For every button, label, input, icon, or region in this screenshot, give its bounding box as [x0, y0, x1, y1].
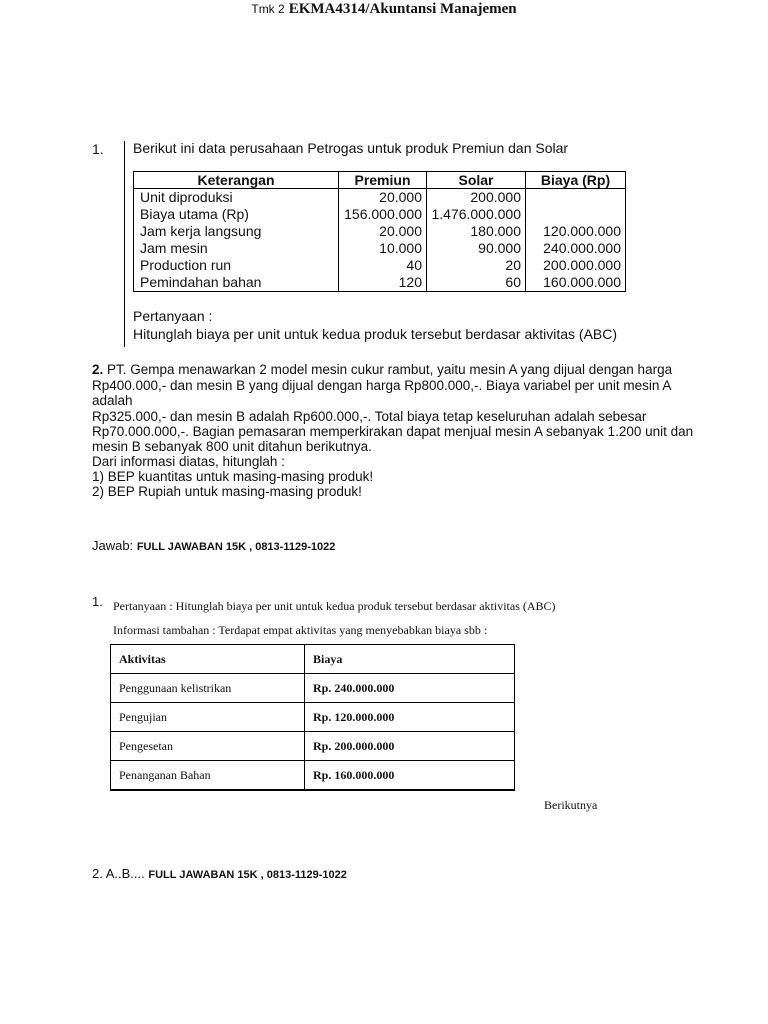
row-premiun: 156.000.000: [339, 206, 427, 223]
answer2-line: [92, 866, 347, 881]
row-premiun: 20.000: [339, 189, 427, 207]
row-biaya: 120.000.000: [526, 223, 626, 240]
table-row: [111, 674, 515, 703]
row-label: Unit diproduksi: [134, 189, 339, 207]
header-biaya: Biaya: [305, 645, 515, 674]
q2-line-1: 2. PT. Gempa menawarkan 2 model mesin cukur rambut, yaitu mesin A yang dijual dengan harga: [92, 362, 673, 377]
q1-number: 1.: [92, 141, 104, 157]
q1-pertanyaan-text: Hitunglah biaya per unit untuk kedua produk tersebut berdasar aktivitas (ABC): [133, 326, 618, 342]
q2-line-5: Rp70.000.000,-. Bagian pemasaran memperkirakan dapat menjual mesin A sebanyak 1.200 unit dan: [92, 424, 694, 439]
table-row: [111, 732, 515, 761]
activity-name: Pengesetan: [111, 732, 305, 761]
activity-name: Penanganan Bahan: [111, 761, 305, 791]
row-biaya: 160.000.000: [526, 274, 626, 292]
q2-line-8: 1) BEP kuantitas untuk masing-masing produk!: [92, 469, 374, 484]
header-solar: Solar: [427, 172, 526, 189]
table-row: [134, 206, 626, 223]
jawab-text: FULL JAWABAN 15K , 0813-1129-1022: [136, 541, 336, 553]
row-solar: 60: [427, 274, 526, 292]
header-premiun: Premiun: [339, 172, 427, 189]
row-biaya: [526, 189, 626, 207]
answer2-prefix: 2. A..B....: [92, 866, 145, 881]
q2-line-6: mesin B sebanyak 800 unit ditahun berikutnya.: [92, 439, 372, 454]
document-title: [0, 0, 768, 18]
activity-cost: Rp. 120.000.000: [305, 703, 515, 732]
row-solar: 90.000: [427, 240, 526, 257]
row-premiun: 120: [339, 274, 427, 292]
q2-line-2: Rp400.000,- dan mesin B yang dijual dengan harga Rp800.000,-. Biaya variabel per unit mesin A: [92, 378, 672, 393]
row-premiun: 20.000: [339, 223, 427, 240]
q2-line-7: Dari informasi diatas, hitunglah :: [92, 454, 285, 469]
q1-data-table: [133, 171, 626, 292]
jawab-line: [92, 538, 335, 553]
table-row: [134, 257, 626, 274]
table-header-row: [111, 645, 515, 674]
title-prefix: Tmk 2: [251, 2, 285, 16]
berikutnya-label: Berikutnya: [544, 798, 598, 812]
row-biaya: 200.000.000: [526, 257, 626, 274]
row-premiun: 40: [339, 257, 427, 274]
q1-intro: Berikut ini data perusahaan Petrogas untuk produk Premiun dan Solar: [133, 140, 569, 156]
row-biaya: [526, 206, 626, 223]
q1-pertanyaan-label: Pertanyaan :: [133, 308, 213, 324]
row-solar: 1.476.000.000: [427, 206, 526, 223]
table-row: [134, 189, 626, 207]
header-aktivitas: Aktivitas: [111, 645, 305, 674]
activity-table: [110, 644, 515, 791]
table-row: [111, 761, 515, 791]
answer1-info: Informasi tambahan : Terdapat empat aktivitas yang menyebabkan biaya sbb :: [113, 623, 488, 637]
row-label: Production run: [134, 257, 339, 274]
row-label: Biaya utama (Rp): [134, 206, 339, 223]
q1-margin-line: [124, 141, 125, 347]
jawab-label: Jawab:: [92, 538, 134, 553]
row-solar: 20: [427, 257, 526, 274]
row-label: Jam mesin: [134, 240, 339, 257]
activity-name: Pengujian: [111, 703, 305, 732]
table-row: [134, 240, 626, 257]
row-solar: 180.000: [427, 223, 526, 240]
header-biaya: Biaya (Rp): [526, 172, 626, 189]
activity-cost: Rp. 200.000.000: [305, 732, 515, 761]
table-row: [134, 274, 626, 292]
table-row: [111, 703, 515, 732]
title-main: EKMA4314/Akuntansi Manajemen: [288, 1, 517, 17]
q2-line-4: Rp325.000,- dan mesin B adalah Rp600.000,-. Total biaya tetap keseluruhan adalah sebesar: [92, 409, 647, 424]
answer1-pertanyaan: Pertanyaan : Hitunglah biaya per unit untuk kedua produk tersebut berdasar aktivitas (ABC): [113, 599, 556, 613]
answer1-number: 1.: [92, 594, 103, 609]
q2-line-9: 2) BEP Rupiah untuk masing-masing produk!: [92, 484, 362, 499]
q2-line-3: adalah: [92, 393, 133, 408]
activity-cost: Rp. 240.000.000: [305, 674, 515, 703]
table-header-row: [134, 172, 626, 189]
header-keterangan: Keterangan: [134, 172, 339, 189]
row-premiun: 10.000: [339, 240, 427, 257]
answer2-text: FULL JAWABAN 15K , 0813-1129-1022: [148, 869, 347, 881]
activity-cost: Rp. 160.000.000: [305, 761, 515, 791]
row-biaya: 240.000.000: [526, 240, 626, 257]
row-solar: 200.000: [427, 189, 526, 207]
row-label: Jam kerja langsung: [134, 223, 339, 240]
activity-name: Penggunaan kelistrikan: [111, 674, 305, 703]
table-row: [134, 223, 626, 240]
row-label: Pemindahan bahan: [134, 274, 339, 292]
q2-number: 2.: [92, 362, 104, 377]
